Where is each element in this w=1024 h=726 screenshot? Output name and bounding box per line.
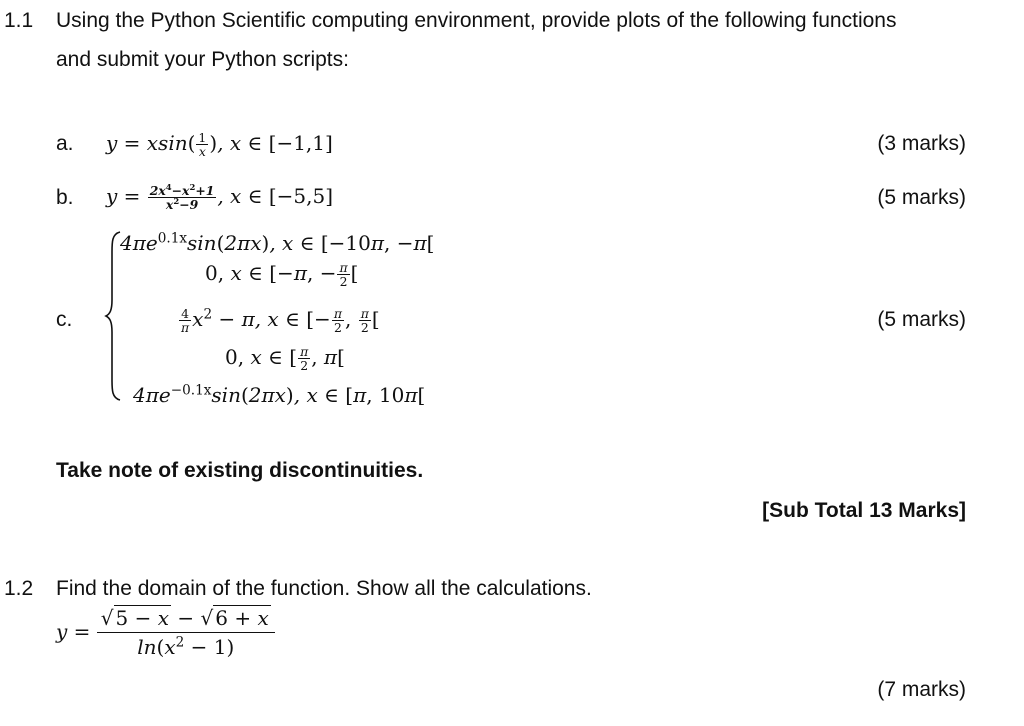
marks-domain: (7 marks) xyxy=(877,678,966,701)
note-text: Take note of existing discontinuities. xyxy=(56,459,424,482)
subtotal-text: [Sub Total 13 Marks] xyxy=(762,499,966,522)
marks-b: (5 marks) xyxy=(877,186,966,209)
question-text-2: Find the domain of the function. Show all the calculations. xyxy=(56,577,592,600)
question-text-line2: and submit your Python scripts: xyxy=(56,48,349,71)
question-number-2: 1.2 xyxy=(4,577,34,600)
question-text-line1: Using the Python Scientific computing environment, provide plots of the following functions xyxy=(56,9,897,32)
piece-4: 0, x ∈ [ $\frac{\pi}{2}$ , π[ xyxy=(225,344,345,374)
piece-3: $\frac{4}{\pi}$ $x^2 - \pi$, x ∈ [− $\frac{\pi}{2}$ , $\frac{\pi}{2}$ [ xyxy=(181,306,380,336)
curly-brace xyxy=(104,230,124,402)
marks-a: (3 marks) xyxy=(877,132,966,155)
marks-c: (5 marks) xyxy=(877,308,966,331)
piece-2: 0, x ∈ [−π, − $\frac{\pi}{2}$ [ xyxy=(205,260,359,290)
item-label-b: b. xyxy=(56,186,74,209)
piece-5: $4\pi e^{-0.1x}\sin(2\pi x)$, x ∈ [π, 10π[ xyxy=(133,382,426,407)
equation-a: y = xsin( $\frac{1}{x}$ ), x ∈ [−1,1] xyxy=(106,130,333,160)
note xyxy=(56,459,423,483)
subtotal xyxy=(762,499,966,523)
equation-domain: y = $\frac{√ 5 - x - √ 6 + x}{\ln(x^2 - 1)}$ xyxy=(56,606,275,660)
item-label-c: c. xyxy=(56,308,73,331)
equation-b: y = $\frac{2x^4-x^2+1}{x^2-9}$ , x ∈ [−5,5] xyxy=(106,181,334,213)
piece-1: $4\pi e^{0.1x}\sin(2\pi x)$, x ∈ [−10π, −π[ xyxy=(120,230,435,255)
question-number: 1.1 xyxy=(4,9,34,32)
item-label-a: a. xyxy=(56,132,74,155)
